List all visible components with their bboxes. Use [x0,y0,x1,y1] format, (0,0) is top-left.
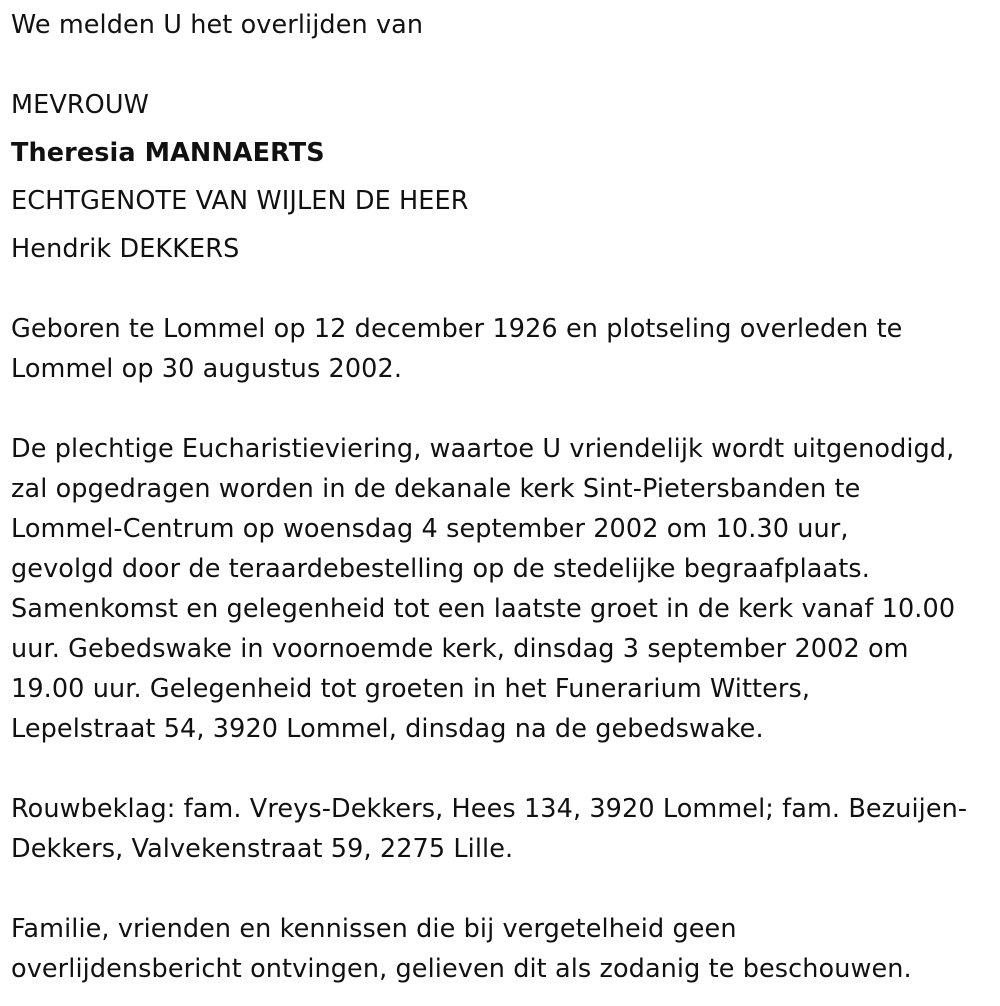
ceremony-paragraph [11,429,955,749]
paragraph-line: Rouwbeklag: fam. Vreys-Dekkers, Hees 134, 3920 Lommel; fam. Bezuijen- [11,794,968,824]
paragraph-line: Lommel op 30 augustus 2002. [11,354,403,384]
closing-paragraph [11,909,912,989]
paragraph-line: zal opgedragen worden in de dekanale kerk Sint-Pietersbanden te [11,474,861,504]
paragraph-line: 19.00 uur. Gelegenheid tot groeten in het Funerarium Witters, [11,674,811,704]
intro-line: We melden U het overlijden van [11,10,424,40]
paragraph-line: De plechtige Eucharistieviering, waartoe U vriendelijk wordt uitgenodigd, [11,434,955,464]
relation-line: ECHTGENOTE VAN WIJLEN DE HEER [11,186,469,216]
paragraph-line: Familie, vrienden en kennissen die bij vergetelheid geen [11,914,737,944]
paragraph-line: Lepelstraat 54, 3920 Lommel, dinsdag na de gebedswake. [11,714,764,744]
paragraph-line: Samenkomst en gelegenheid tot een laatste groet in de kerk vanaf 10.00 [11,594,956,624]
birth-death-paragraph [11,309,902,389]
spouse-name: Hendrik DEKKERS [11,234,240,264]
title-line: MEVROUW [11,90,149,120]
paragraph-line: uur. Gebedswake in voornoemde kerk, dinsdag 3 september 2002 om [11,634,909,664]
paragraph-line: gevolgd door de teraardebestelling op de stedelijke begraafplaats. [11,554,870,584]
deceased-name: Theresia MANNAERTS [11,138,325,168]
paragraph-line: overlijdensbericht ontvingen, gelieven dit als zodanig te beschouwen. [11,954,912,984]
paragraph-line: Geboren te Lommel op 12 december 1926 en plotseling overleden te [11,314,903,344]
paragraph-line: Lommel-Centrum op woensdag 4 september 2002 om 10.30 uur, [11,514,849,544]
mourning-paragraph [11,789,967,869]
paragraph-line: Dekkers, Valvekenstraat 59, 2275 Lille. [11,834,514,864]
